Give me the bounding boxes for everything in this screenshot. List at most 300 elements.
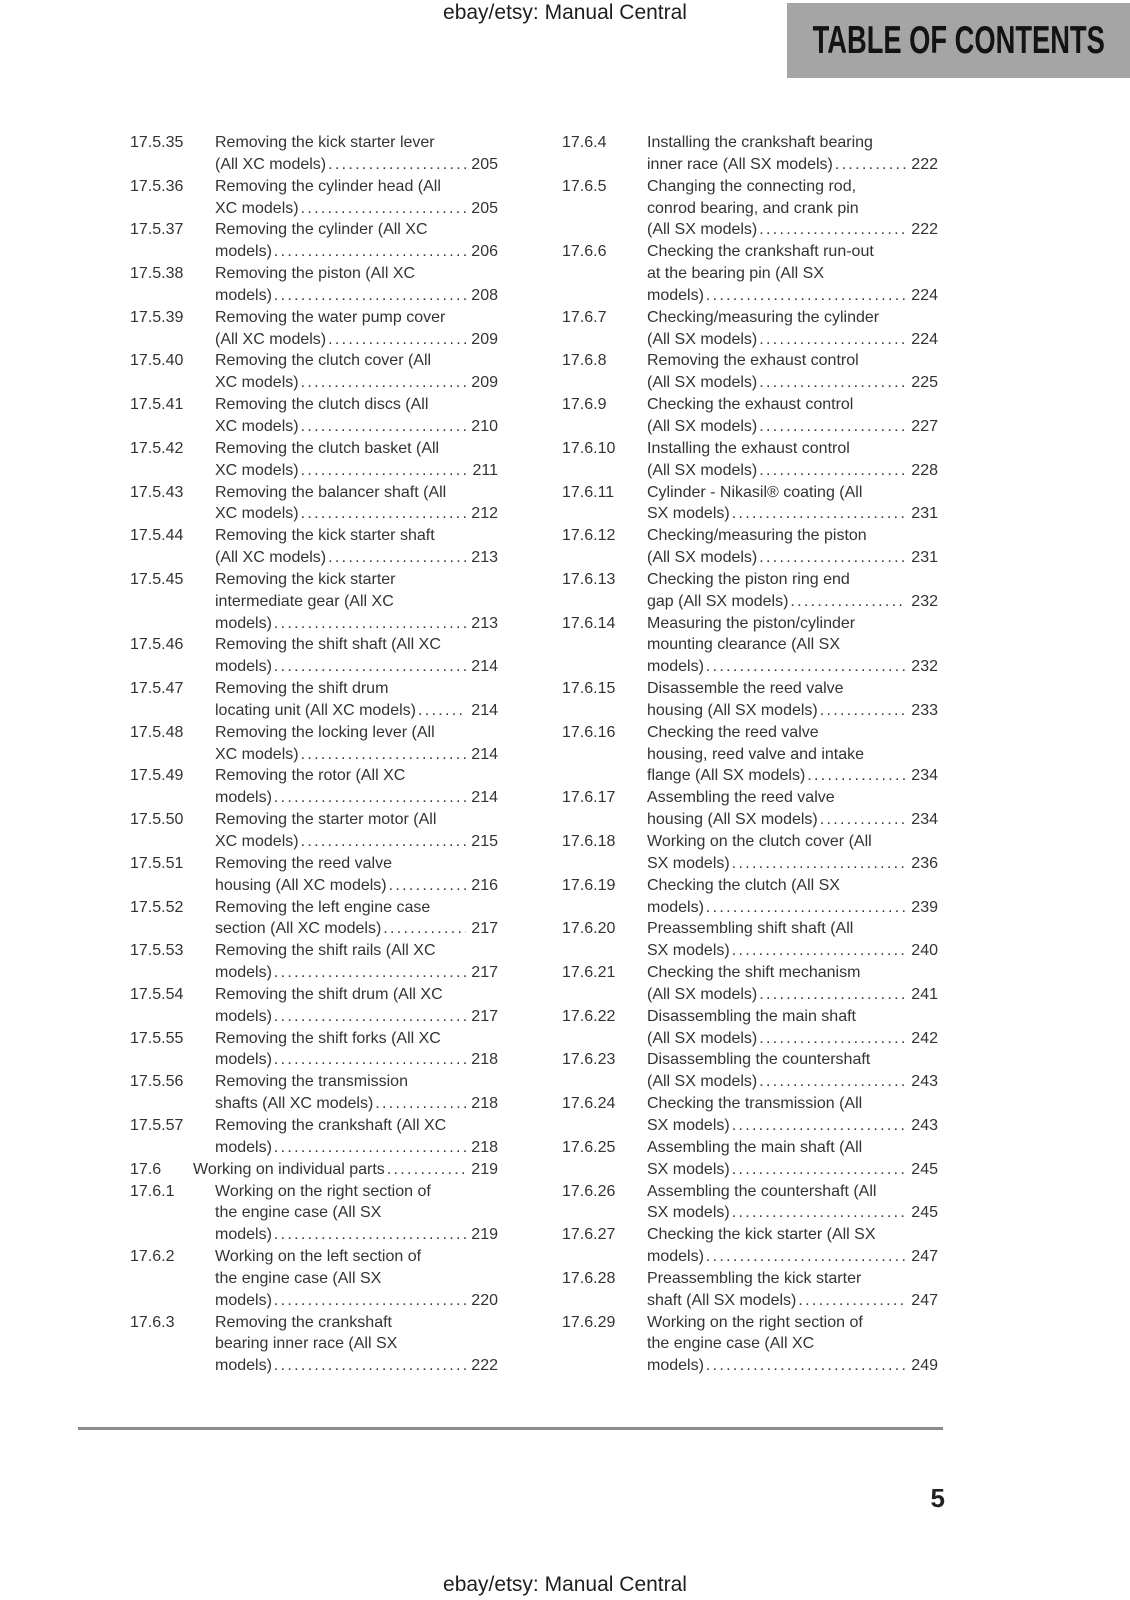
entry-title-line: Disassembling the countershaft — [647, 1051, 871, 1069]
entry-page-number: 214 — [471, 701, 498, 719]
toc-entry — [130, 219, 498, 263]
toc-entry — [562, 678, 938, 722]
entry-title-line: Removing the shift drum — [215, 680, 389, 698]
entry-title-line: Removing the transmission — [215, 1073, 408, 1091]
entry-title-line: Cylinder - Nikasil® coating (All — [647, 483, 863, 501]
entry-number: 17.6.3 — [130, 1313, 175, 1331]
toc-entry — [562, 831, 938, 875]
entry-title-text: locating unit (All XC models) — [215, 701, 416, 719]
dot-leader — [274, 613, 466, 635]
entry-title-text: XC models) — [215, 745, 299, 763]
entry-title-text: housing (All XC models) — [215, 876, 387, 894]
entry-title-text: (All SX models) — [647, 374, 758, 392]
entry-number: 17.6.14 — [562, 614, 616, 632]
dot-leader — [274, 285, 466, 307]
entry-page-number: 209 — [471, 374, 498, 392]
entry-number: 17.5.44 — [130, 527, 184, 545]
entry-body — [647, 176, 938, 242]
page-number: 5 — [930, 1483, 945, 1513]
entry-page-number: 239 — [911, 898, 938, 916]
toc-entry — [130, 897, 498, 941]
entry-body — [215, 1312, 498, 1378]
dot-leader — [807, 765, 906, 787]
entry-page-number: 213 — [471, 614, 498, 632]
entry-page-number: 220 — [471, 1291, 498, 1309]
entry-title-line: Installing the exhaust control — [647, 439, 850, 457]
entry-body — [647, 241, 938, 307]
dot-leader — [759, 329, 906, 351]
entry-title-text: flange (All SX models) — [647, 767, 806, 785]
toc-entry — [130, 678, 498, 722]
entry-page-number: 212 — [471, 505, 498, 523]
entry-title-text: models) — [215, 614, 272, 632]
footer-title: ebay/etsy: Manual Central — [443, 1573, 687, 1596]
toc-entry — [130, 1115, 498, 1159]
entry-page-number: 214 — [471, 658, 498, 676]
dot-leader — [759, 372, 906, 394]
entry-title-text: (All SX models) — [647, 330, 758, 348]
toc-column-left — [130, 132, 498, 1377]
entry-last-line — [647, 1246, 938, 1268]
entry-last-line — [647, 372, 938, 394]
toc-entry — [130, 482, 498, 526]
entry-title-text: Working on individual parts — [193, 1160, 385, 1178]
entry-page-number: 232 — [911, 592, 938, 610]
entry-title-line: Working on the clutch cover (All — [647, 833, 872, 850]
dot-leader — [759, 984, 906, 1006]
dot-leader — [706, 656, 906, 678]
entry-last-line — [647, 940, 938, 962]
dot-leader — [274, 1049, 466, 1071]
entry-page-number: 218 — [471, 1138, 498, 1156]
entry-body — [647, 1312, 938, 1378]
toc-entry — [562, 962, 938, 1006]
dot-leader — [301, 198, 467, 220]
dot-leader — [759, 547, 906, 569]
entry-title-line: Removing the shift shaft (All XC — [215, 636, 441, 654]
entry-body — [215, 176, 498, 220]
entry-number: 17.5.46 — [130, 636, 184, 654]
entry-body — [647, 1006, 938, 1050]
entry-title-text: SX models) — [647, 942, 730, 960]
entry-page-number: 243 — [911, 1073, 938, 1091]
entry-title-line: Working on the left section of — [215, 1248, 422, 1266]
entry-body — [215, 569, 498, 635]
entry-page-number: 245 — [911, 1204, 938, 1222]
entry-last-line — [215, 656, 498, 678]
entry-body — [215, 1115, 498, 1159]
entry-title-line: Removing the clutch discs (All — [215, 396, 429, 414]
entry-last-line — [647, 1115, 938, 1137]
entry-title-line: the engine case (All SX — [215, 1204, 382, 1222]
entry-body — [215, 897, 498, 941]
entry-number: 17.6.12 — [562, 527, 616, 545]
entry-title-text: housing (All SX models) — [647, 811, 818, 829]
entry-title-line: Preassembling the kick starter — [647, 1269, 862, 1287]
entry-number: 17.5.41 — [130, 396, 184, 414]
entry-title-text: XC models) — [215, 199, 299, 217]
entry-title-line: Measuring the piston/cylinder — [647, 614, 856, 632]
entry-last-line — [215, 700, 498, 722]
entry-last-line — [215, 613, 498, 635]
entry-title-line: Checking the clutch (All SX — [647, 876, 840, 894]
entry-body — [647, 350, 938, 394]
toc-entry — [130, 350, 498, 394]
entry-body — [215, 350, 498, 394]
entry-last-line — [215, 329, 498, 351]
entry-body — [215, 940, 498, 984]
entry-body — [647, 132, 938, 176]
dot-leader — [732, 853, 907, 875]
entry-last-line — [215, 918, 498, 940]
entry-page-number: 240 — [911, 942, 938, 960]
entry-page-number: 219 — [471, 1226, 498, 1244]
footer-divider — [78, 1427, 943, 1430]
dot-leader — [759, 1028, 906, 1050]
entry-title-text: section (All XC models) — [215, 920, 382, 938]
entry-number: 17.5.52 — [130, 898, 184, 916]
entry-last-line — [215, 1137, 498, 1159]
entry-number: 17.6 — [130, 1160, 162, 1178]
entry-body — [193, 1159, 498, 1181]
entry-number: 17.6.13 — [562, 570, 616, 588]
entry-number: 17.5.48 — [130, 723, 184, 741]
entry-title-text: (All XC models) — [215, 155, 327, 173]
entry-page-number: 205 — [471, 155, 498, 173]
entry-page-number: 214 — [471, 789, 498, 807]
entry-title-line: Assembling the countershaft (All — [647, 1182, 877, 1200]
entry-title-text: XC models) — [215, 417, 299, 435]
dot-leader — [759, 416, 906, 438]
toc-entry — [562, 1268, 938, 1312]
dot-leader — [301, 416, 467, 438]
dot-leader — [301, 831, 467, 853]
entry-title-text: models) — [647, 286, 704, 304]
entry-page-number: 217 — [471, 1007, 498, 1025]
entry-title-line: Removing the piston (All XC — [215, 265, 416, 283]
entry-page-number: 217 — [471, 964, 498, 982]
toc-entry — [130, 307, 498, 351]
entry-body — [647, 1181, 938, 1225]
toc-entry — [562, 787, 938, 831]
entry-body — [215, 722, 498, 766]
entry-number: 17.5.40 — [130, 352, 184, 370]
entry-last-line — [215, 241, 498, 263]
dot-leader — [759, 1071, 906, 1093]
entry-last-line — [647, 503, 938, 525]
entry-page-number: 231 — [911, 505, 938, 523]
entry-title-line: Changing the connecting rod, — [647, 177, 857, 195]
entry-title-line: Assembling the reed valve — [647, 789, 835, 807]
entry-title-text: SX models) — [647, 1160, 730, 1178]
entry-title-text: XC models) — [215, 461, 299, 479]
toc-entry — [562, 1006, 938, 1050]
entry-title-line: Checking/measuring the piston — [647, 527, 867, 545]
entry-last-line — [647, 1202, 938, 1224]
entry-number: 17.5.47 — [130, 680, 184, 698]
entry-last-line — [647, 809, 938, 831]
table-of-contents-banner — [787, 3, 1130, 78]
dot-leader — [389, 875, 467, 897]
dot-leader — [274, 962, 466, 984]
entry-title-line: bearing inner race (All SX — [215, 1335, 398, 1353]
entry-last-line — [647, 984, 938, 1006]
entry-page-number: 247 — [911, 1248, 938, 1266]
toc-entry — [562, 482, 938, 526]
entry-body — [647, 307, 938, 351]
entry-title-text: (All SX models) — [647, 1073, 758, 1091]
entry-title-text: models) — [215, 964, 272, 982]
entry-title-text: models) — [215, 789, 272, 807]
toc-entry — [130, 853, 498, 897]
dot-leader — [732, 940, 907, 962]
entry-title-line: Removing the water pump cover — [215, 308, 446, 326]
entry-last-line — [647, 853, 938, 875]
toc-entry — [562, 1049, 938, 1093]
dot-leader — [418, 700, 466, 722]
dot-leader — [820, 809, 907, 831]
entry-body — [647, 918, 938, 962]
entry-title-text: models) — [215, 286, 272, 304]
entry-number: 17.5.57 — [130, 1116, 184, 1134]
dot-leader — [328, 154, 466, 176]
entry-body — [215, 984, 498, 1028]
entry-title-line: Removing the starter motor (All — [215, 811, 437, 829]
entry-last-line — [215, 285, 498, 307]
entry-page-number: 241 — [911, 985, 938, 1003]
entry-last-line — [215, 744, 498, 766]
entry-title-line: Checking the shift mechanism — [647, 964, 861, 982]
entry-page-number: 234 — [911, 811, 938, 829]
entry-title-text: housing (All SX models) — [647, 701, 818, 719]
dot-leader — [328, 547, 466, 569]
entry-last-line — [647, 547, 938, 569]
entry-body — [215, 482, 498, 526]
entry-number: 17.5.39 — [130, 308, 184, 326]
entry-last-line — [647, 765, 938, 787]
entry-title-text: (All SX models) — [647, 985, 758, 1003]
entry-body — [215, 1246, 498, 1312]
entry-last-line — [647, 1028, 938, 1050]
entry-number: 17.6.29 — [562, 1313, 616, 1331]
entry-last-line — [215, 1006, 498, 1028]
entry-body — [215, 438, 498, 482]
entry-last-line — [215, 1224, 498, 1246]
entry-page-number: 205 — [471, 199, 498, 217]
entry-body — [215, 678, 498, 722]
entry-title-text: XC models) — [215, 374, 299, 392]
entry-title-line: Removing the cylinder head (All — [215, 177, 441, 195]
entry-last-line — [215, 831, 498, 853]
dot-leader — [274, 241, 466, 263]
entry-title-line: the engine case (All SX — [215, 1269, 382, 1287]
entry-page-number: 206 — [471, 243, 498, 261]
dot-leader — [732, 1159, 907, 1181]
entry-page-number: 217 — [471, 920, 498, 938]
toc-entry — [562, 1093, 938, 1137]
entry-last-line — [215, 460, 498, 482]
entry-page-number: 219 — [471, 1160, 498, 1178]
entry-last-line — [647, 591, 938, 613]
entry-title-text: models) — [647, 658, 704, 676]
entry-page-number: 231 — [911, 549, 938, 567]
entry-title-line: Working on the right section of — [647, 1313, 863, 1331]
entry-number: 17.6.5 — [562, 177, 607, 195]
entry-title-line: Assembling the main shaft (All — [647, 1138, 863, 1156]
dot-leader — [732, 1202, 907, 1224]
entry-body — [647, 722, 938, 788]
entry-page-number: 222 — [911, 221, 938, 239]
toc-entry — [562, 569, 938, 613]
entry-title-line: Checking the piston ring end — [647, 570, 850, 588]
entry-number: 17.6.20 — [562, 920, 616, 938]
dot-leader — [732, 1115, 907, 1137]
entry-title-text: models) — [647, 1357, 704, 1375]
entry-title-text: models) — [215, 1138, 272, 1156]
entry-last-line — [647, 897, 938, 919]
entry-page-number: 224 — [911, 330, 938, 348]
entry-title-text: models) — [647, 1248, 704, 1266]
entry-title-text: gap (All SX models) — [647, 592, 789, 610]
dot-leader — [274, 1006, 466, 1028]
entry-page-number: 242 — [911, 1029, 938, 1047]
toc-entry — [562, 307, 938, 351]
entry-number: 17.6.19 — [562, 876, 616, 894]
entry-number: 17.6.27 — [562, 1226, 616, 1244]
entry-number: 17.6.28 — [562, 1269, 616, 1287]
entry-body — [215, 525, 498, 569]
entry-last-line — [647, 656, 938, 678]
entry-number: 17.6.6 — [562, 243, 607, 261]
dot-leader — [732, 503, 907, 525]
entry-title-text: models) — [215, 1226, 272, 1244]
entry-last-line — [215, 416, 498, 438]
entry-title-line: Removing the balancer shaft (All — [215, 483, 447, 501]
entry-title-text: SX models) — [647, 1116, 730, 1134]
entry-title-line: Removing the kick starter — [215, 570, 396, 588]
entry-number: 17.6.22 — [562, 1007, 616, 1025]
entry-body — [647, 962, 938, 1006]
entry-title-text: models) — [215, 1007, 272, 1025]
entry-page-number: 208 — [471, 286, 498, 304]
entry-number: 17.5.53 — [130, 942, 184, 960]
toc-entry — [130, 634, 498, 678]
entry-body — [215, 1028, 498, 1072]
dot-leader — [274, 1224, 466, 1246]
entry-number: 17.5.43 — [130, 483, 184, 501]
entry-last-line — [215, 198, 498, 220]
entry-number: 17.5.55 — [130, 1029, 184, 1047]
toc-entry — [130, 765, 498, 809]
entry-number: 17.5.45 — [130, 570, 184, 588]
entry-title-text: models) — [647, 898, 704, 916]
entry-last-line — [647, 154, 938, 176]
entry-body — [647, 1093, 938, 1137]
entry-body — [215, 634, 498, 678]
entry-number: 17.5.51 — [130, 854, 184, 872]
entry-body — [647, 831, 938, 875]
toc-entry — [130, 809, 498, 853]
entry-number: 17.6.16 — [562, 723, 616, 741]
toc-entry — [562, 875, 938, 919]
entry-page-number: 234 — [911, 767, 938, 785]
entry-number: 17.6.18 — [562, 833, 616, 850]
entry-page-number: 249 — [911, 1357, 938, 1375]
toc-entry — [562, 722, 938, 788]
entry-title-line: Checking/measuring the cylinder — [647, 308, 880, 326]
entry-body — [647, 1268, 938, 1312]
toc-entry — [562, 176, 938, 242]
entry-number: 17.5.54 — [130, 985, 184, 1003]
entry-title-line: mounting clearance (All SX — [647, 636, 840, 654]
toc-entry — [562, 132, 938, 176]
entry-page-number: 210 — [471, 417, 498, 435]
entry-title-line: housing, reed valve and intake — [647, 745, 865, 763]
dot-leader — [375, 1093, 466, 1115]
entry-title-line: Working on the right section of — [215, 1182, 431, 1200]
entry-title-line: Removing the cylinder (All XC — [215, 221, 428, 239]
entry-body — [647, 438, 938, 482]
toc-entry — [562, 1224, 938, 1268]
entry-title-text: XC models) — [215, 505, 299, 523]
dot-leader — [759, 219, 906, 241]
dot-leader — [387, 1159, 466, 1181]
entry-title-text: SX models) — [647, 1204, 730, 1222]
toc-entry — [130, 1312, 498, 1378]
entry-title-text: models) — [215, 243, 272, 261]
entry-body — [215, 394, 498, 438]
dot-leader — [706, 897, 906, 919]
entry-last-line — [647, 460, 938, 482]
toc-entry — [130, 132, 498, 176]
entry-number: 17.6.15 — [562, 680, 616, 698]
entry-title-line: Removing the shift rails (All XC — [215, 942, 436, 960]
entry-title-text: (All SX models) — [647, 1029, 758, 1047]
entry-title-line: Checking the kick starter (All SX — [647, 1226, 876, 1244]
toc-entry — [562, 438, 938, 482]
entry-number: 17.5.37 — [130, 221, 184, 239]
toc-entry — [130, 394, 498, 438]
dot-leader — [301, 372, 467, 394]
toc-entry — [130, 263, 498, 307]
entry-title-line: Removing the kick starter shaft — [215, 527, 435, 545]
entry-title-text: models) — [215, 1357, 272, 1375]
entry-body — [215, 307, 498, 351]
dot-leader — [835, 154, 906, 176]
entry-last-line — [647, 329, 938, 351]
entry-body — [215, 1071, 498, 1115]
dot-leader — [301, 460, 468, 482]
entry-body — [647, 394, 938, 438]
entry-number: 17.6.11 — [562, 483, 615, 501]
entry-title-text: (All SX models) — [647, 221, 758, 239]
entry-page-number: 227 — [911, 417, 938, 435]
entry-page-number: 225 — [911, 374, 938, 392]
entry-last-line — [647, 1355, 938, 1377]
entry-number: 17.6.17 — [562, 789, 616, 807]
entry-title-line: Removing the clutch basket (All — [215, 439, 440, 457]
toc-entry — [562, 1181, 938, 1225]
entry-number: 17.5.42 — [130, 439, 184, 457]
entry-body — [647, 875, 938, 919]
entry-title-text: (All SX models) — [647, 549, 758, 567]
entry-number: 17.6.26 — [562, 1182, 616, 1200]
entry-page-number: 233 — [911, 701, 938, 719]
entry-body — [647, 569, 938, 613]
entry-title-line: Removing the crankshaft — [215, 1313, 392, 1331]
entry-page-number: 215 — [471, 833, 498, 850]
entry-last-line — [215, 1290, 498, 1312]
